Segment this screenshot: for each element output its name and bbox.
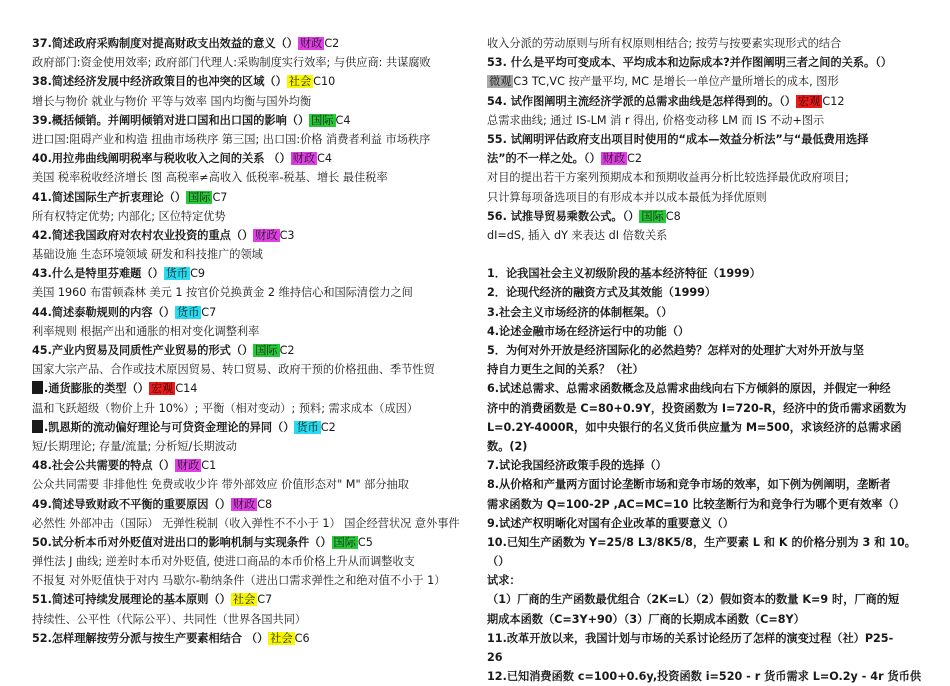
answer-line	[32, 514, 464, 533]
answer-text: 持续性、公平性（代际公平）、共同性（世界各国共同）	[32, 612, 307, 626]
question-text: 5．为何对外开放是经济国际化的必然趋势？怎样对的处理扩大对外开放与坚	[487, 344, 864, 357]
answer-line	[32, 571, 464, 590]
question-text: 48.社会公共需要的特点（）	[32, 459, 175, 473]
question-line	[487, 341, 923, 360]
chapter-ref: C3	[279, 228, 295, 242]
answer-text: 美国 1960 布雷顿森林 美元 1 按官价兑换黄金 2 维持信心和国际清偿力之间	[32, 286, 413, 300]
answer-text: 基础设施 生态环境领域 研发和科技推广的领域	[32, 248, 263, 262]
category-tag: 货币	[176, 305, 200, 319]
chapter-ref: C9	[190, 267, 206, 281]
question-line	[32, 34, 464, 53]
question-line	[487, 418, 923, 437]
answer-text: 政府部门:资金使用效率; 政府部门代理人:采购制度实行效率; 与供应商: 共谋腐败	[32, 56, 431, 70]
category-tag: 财政	[176, 459, 200, 473]
right-column	[487, 34, 923, 686]
question-line	[487, 53, 923, 72]
question-text: 试求：	[487, 574, 521, 588]
chapter-ref: C2	[324, 37, 340, 50]
answer-line	[32, 130, 464, 149]
left-column	[32, 34, 464, 648]
answer-line	[487, 72, 923, 91]
answer-text: 所有权特定优势; 内部化; 区位特定优势	[32, 209, 226, 223]
question-text: （1）厂商的生产函数最优组合（2K=L）（2）假如资本的数量 K=9 时，厂商的短	[487, 593, 900, 607]
question-text: .凯恩斯的流动偏好理论与可贷资金理论的异同（）	[44, 420, 295, 434]
question-line	[487, 264, 923, 283]
question-text: 53. 什么是平均可变成本、平均成本和边际成本?并作图阐明三者之间的关系。（）	[487, 56, 892, 70]
question-text: 39.概括倾销。并阐明倾销对进口国和出口国的影响（）	[32, 113, 310, 127]
question-text: 26	[487, 651, 503, 664]
answer-line	[32, 552, 464, 571]
question-line	[487, 149, 923, 168]
question-text: 50.试分析本币对外贬值对进出口的影响机制与实现条件（）	[32, 535, 332, 549]
question-line	[32, 590, 464, 609]
chapter-ref: C4	[335, 113, 351, 127]
question-text: 济中的消费函数是 C=80+0.9Y，投资函数为 I=720-R，经济中的货币需求函数为	[487, 401, 907, 415]
answer-line	[32, 399, 464, 418]
chapter-ref: C1	[201, 459, 217, 473]
question-line	[32, 303, 464, 322]
question-text: 需求函数为 Q=100-2P ,AC=MC=10 比较垄断行为和竞争行为哪个更有效率（）	[487, 497, 905, 511]
question-line	[32, 188, 464, 207]
answer-line	[32, 475, 464, 494]
answer-line	[487, 111, 923, 130]
category-tag: 国际	[641, 209, 664, 223]
answer-line	[487, 34, 923, 53]
question-line	[32, 264, 464, 283]
category-tag: 国际	[333, 535, 356, 549]
answer-line	[32, 207, 464, 226]
answer-text: 只计算每项备选项目的有形成本并以成本最低为择优原则	[487, 190, 767, 204]
question-line	[487, 207, 923, 226]
answer-text: 进口国:阻碍产业和构造 扭曲市场秩序 第三国; 出口国:价格 消费者利益 市场秩序	[32, 132, 431, 146]
question-text: 数。(2)	[487, 439, 528, 453]
question-line	[487, 667, 923, 686]
question-line	[487, 130, 923, 149]
question-text: 1．论我国社会主义初级阶段的基本经济特征（1999）	[487, 267, 761, 281]
question-line	[487, 322, 923, 341]
question-line	[487, 495, 923, 514]
category-tag: 货币	[296, 420, 319, 434]
question-line	[487, 360, 923, 379]
question-line	[487, 379, 923, 398]
answer-text: 温和飞跃超级（物价上升 10%）; 平衡（相对变动）; 预料; 需求成本（成因）	[32, 401, 419, 415]
question-text: 55. 试阐明评估政府支出项目时使用的“成本—效益分析法”与“最低费用选择	[487, 132, 869, 146]
chapter-ref: C8	[665, 209, 681, 223]
question-text: 54. 试作图阐明主流经济学派的总需求曲线是怎样得到的。（）	[487, 94, 796, 108]
question-text: 期成本函数（C=3Y+90）（3）厂商的长期成本函数（C=8Y）	[487, 612, 805, 626]
chapter-ref: C2	[627, 152, 642, 166]
question-line	[487, 648, 923, 667]
question-line	[487, 399, 923, 418]
answer-line	[32, 360, 464, 379]
question-text: 49.简述导致财政不平衡的重要原因（）	[32, 497, 231, 511]
question-text: 3.社会主义市场经济的体制框架。（）	[487, 305, 673, 319]
question-text: 42.简述我国政府对农村农业投资的重点（）	[32, 228, 254, 242]
chapter-ref: C7	[257, 593, 273, 607]
question-line	[487, 456, 923, 475]
category-tag: 财政	[602, 152, 626, 166]
answer-line	[487, 188, 923, 207]
chapter-ref: C8	[257, 497, 273, 511]
question-text: 11.改革开放以来，我国计划与市场的关系讨论经历了怎样的演变过程（社）P25-	[487, 631, 894, 645]
chapter-ref: C7	[212, 190, 228, 204]
question-line	[32, 149, 464, 168]
chapter-ref: C5	[357, 535, 373, 549]
question-line	[487, 475, 923, 494]
answer-text: 总需求曲线; 通过 IS-LM 消 r 得出, 价格变动移 LM 而 IS 不动+图示	[487, 113, 825, 127]
question-line	[487, 533, 923, 552]
category-tag: 财政	[232, 497, 256, 511]
category-tag: 国际	[311, 113, 334, 127]
answer-text: 增长与物价 就业与物价 平等与效率 国内均衡与国外均衡	[32, 94, 312, 108]
category-tag: 国际	[188, 190, 211, 204]
category-tag: 宏观	[798, 94, 821, 108]
question-line	[487, 590, 923, 609]
question-line	[487, 514, 923, 533]
answer-text: 国家大宗产品、合作或技术原因贸易、转口贸易、政府干预的价格扭曲、季节性贸	[32, 363, 435, 377]
question-text: 9.试述产权明晰化对国有企业改革的重要意义（）	[487, 516, 734, 530]
category-tag: 微观	[489, 75, 512, 89]
question-line	[487, 92, 923, 111]
blank-line	[487, 245, 923, 264]
question-line	[487, 303, 923, 322]
question-line	[487, 283, 923, 302]
category-tag: 货币	[165, 267, 189, 281]
answer-line	[32, 53, 464, 72]
question-line	[32, 418, 464, 437]
question-text: 52.怎样理解按劳分派与按生产要素相结合 （）	[32, 631, 269, 645]
answer-line	[32, 610, 464, 629]
redaction-square	[32, 420, 43, 433]
chapter-ref: C10	[313, 75, 336, 89]
question-text: 51.简述可持续发展理论的基本原则（）	[32, 593, 231, 607]
question-text: 41.简述国际生产折衷理论（）	[32, 190, 187, 204]
question-text: .通货膨胀的类型（）	[44, 382, 149, 396]
question-line	[487, 610, 923, 629]
question-text: 6.试述总需求、总需求函数概念及总需求曲线向右下方倾斜的原因，并假定一种经	[487, 382, 891, 396]
category-tag: 国际	[255, 344, 278, 357]
category-tag: 社会	[288, 75, 312, 89]
question-text: 40.用拉弗曲线阐明税率与税收收入之间的关系 （）	[32, 152, 291, 166]
question-line	[32, 72, 464, 91]
question-text: 37.简述政府采购制度对提高财政支出效益的意义（）	[32, 37, 298, 50]
chapter-ref: C2	[320, 420, 336, 434]
question-text: 法”的不一样之处。（）	[487, 152, 601, 166]
category-tag: 财政	[255, 228, 278, 242]
answer-line	[487, 226, 923, 245]
question-text: 2．论现代经济的融资方式及其效能（1999）	[487, 286, 717, 300]
chapter-ref: C2	[279, 344, 295, 357]
category-tag: 财政	[299, 37, 323, 50]
question-text: 45.产业内贸易及同质性产业贸易的形式（）	[32, 344, 254, 357]
chapter-ref: C14	[175, 382, 198, 396]
answer-line	[32, 283, 464, 302]
category-tag: 财政	[292, 152, 316, 166]
question-text: 持自力更生之间的关系？（社）	[487, 363, 644, 377]
question-line	[32, 379, 464, 398]
question-text: 7.试论我国经济政策手段的选择（）	[487, 459, 667, 473]
answer-text: 不报复 对外贬值快于对内 马歇尔-勒纳条件（进出口需求弹性之和绝对值不小于 1）	[32, 574, 446, 588]
question-line	[32, 226, 464, 245]
question-line	[487, 629, 923, 648]
question-line	[487, 552, 923, 571]
answer-text: 对目的提出若干方案列预期成本和预期收益再分析比较选择最优政府项目;	[487, 171, 849, 185]
chapter-ref: C6	[294, 631, 310, 645]
question-line	[32, 341, 464, 360]
answer-line	[32, 322, 464, 341]
question-text: 12.已知消费函数 c=100+0.6y,投资函数 i=520 - r 货币需求 L=O.2y - 4r 货币供	[487, 670, 922, 684]
question-text: 43.什么是特里芬难题（）	[32, 267, 164, 281]
question-line	[32, 533, 464, 552]
answer-text: 短/长期理论; 存量/流量; 分析短/长期波动	[32, 439, 237, 453]
answer-text: 利率规则 根据产出和通胀的相对变化调整利率	[32, 324, 260, 338]
chapter-ref: C4	[317, 152, 332, 166]
chapter-ref: C12	[822, 94, 845, 108]
category-tag: 社会	[270, 631, 293, 645]
answer-text: 美国 税率税收经济增长 图 高税率≠高收入 低税率-税基、增长 最佳税率	[32, 171, 388, 185]
question-text: 10.已知生产函数为 Y=25/8 L3/8K5/8，生产要素 L 和 K 的价格分别为 3 和 10。	[487, 535, 916, 549]
question-line	[32, 456, 464, 475]
category-tag: 社会	[232, 593, 256, 607]
question-line	[32, 629, 464, 648]
answer-line	[32, 168, 464, 187]
question-text: 44.简述泰勒规则的内容（）	[32, 305, 175, 319]
answer-text: 必然性 外部冲击（国际） 无弹性税制（收入弹性不不小于 1） 国企经营状况 意外事件	[32, 516, 460, 530]
question-text: L=0.2Y-4000R，如中央银行的名义货币供应量为 M=500，求该经济的总需求函	[487, 420, 902, 434]
answer-text: 公众共同需要 非排他性 免费或收少许 带外部效应 价值形态对" M" 部分抽取	[32, 478, 409, 492]
question-text: 8.从价格和产量两方面讨论垄断市场和竞争市场的效率，如下例为例阐明，垄断者	[487, 478, 891, 492]
question-text: 4.论述金融市场在经济运行中的功能（）	[487, 324, 690, 338]
answer-line	[32, 245, 464, 264]
question-line	[487, 437, 923, 456]
question-text: 38.简述经济发展中经济政策目的也冲突的区域（）	[32, 75, 287, 89]
answer-line	[32, 92, 464, 111]
question-text: （）	[487, 555, 510, 569]
chapter-ref: C7	[201, 305, 217, 319]
redaction-square	[32, 381, 43, 394]
answer-text: C3 TC,VC 按产量平均, MC 是增长一单位产量所增长的成本, 图形	[513, 75, 839, 89]
question-text: 56. 试推导贸易乘数公式。（）	[487, 209, 640, 223]
answer-line	[32, 437, 464, 456]
category-tag: 宏观	[150, 382, 174, 396]
question-line	[32, 495, 464, 514]
question-line	[32, 111, 464, 130]
answer-text: 弹性法 J 曲线; 逆差时本币对外贬值, 使进口商品的本币价格上升从而调整收支	[32, 555, 415, 569]
answer-text: dI=dS, 插入 dY 来表达 dI 倍数关系	[487, 228, 668, 242]
answer-line	[487, 168, 923, 187]
answer-text: 收入分派的劳动原则与所有权原则相结合; 按劳与按要素实现形式的结合	[487, 37, 842, 50]
question-line	[487, 571, 923, 590]
